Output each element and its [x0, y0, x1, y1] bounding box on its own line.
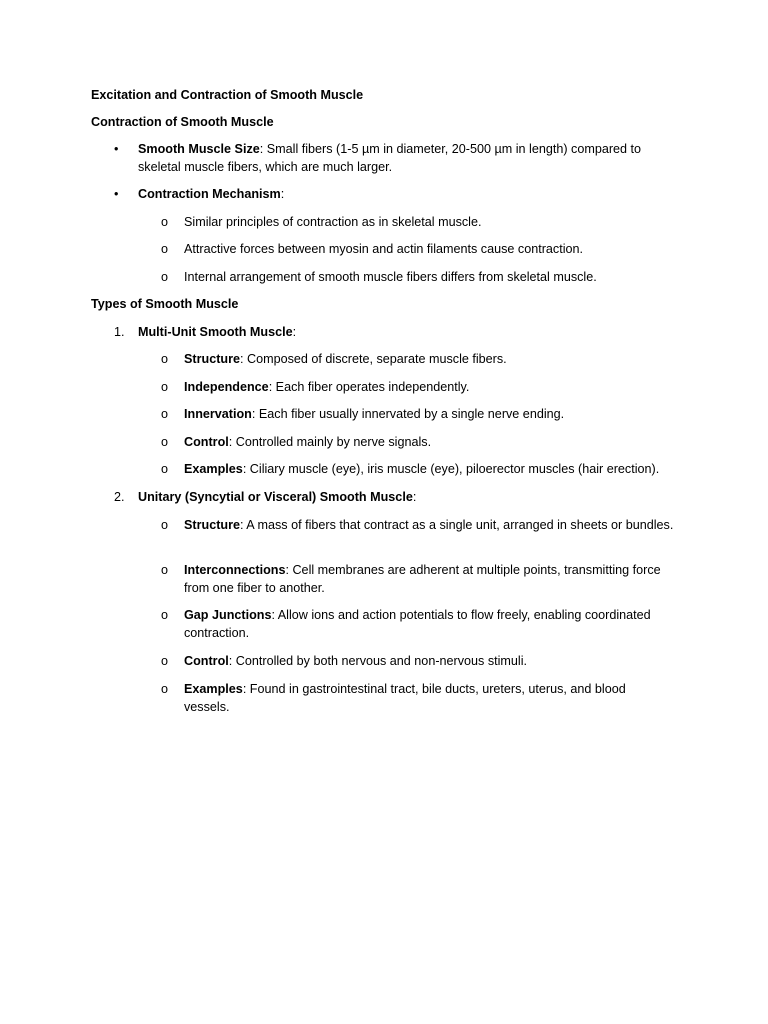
- sub-item-text: : Composed of discrete, separate muscle fibers.: [239, 352, 507, 366]
- list-item: [138, 140, 678, 176]
- sub-list-item: [184, 680, 674, 716]
- sub-item-text: : A mass of fibers that contract as a single unit, arranged in sheets or bundles.: [239, 518, 674, 532]
- sub-item-term: Structure: [184, 518, 240, 532]
- sub-list-item: [184, 350, 674, 368]
- sub-item-text: : Ciliary muscle (eye), iris muscle (eye), piloerector muscles (hair erection).: [242, 462, 660, 476]
- section-heading-contraction: Contraction of Smooth Muscle: [91, 115, 274, 129]
- sub-list-item: Attractive forces between myosin and actin filaments cause contraction.: [184, 242, 583, 256]
- sub-item-term: Examples: [184, 682, 243, 696]
- sub-bullet-marker: o: [161, 462, 169, 476]
- sub-item-text: : Each fiber operates independently.: [268, 380, 470, 394]
- sub-bullet-marker: o: [161, 563, 169, 577]
- list-item: [138, 185, 678, 203]
- item-text: :: [292, 325, 297, 339]
- sub-item-term: Interconnections: [184, 563, 286, 577]
- item-text: :: [412, 490, 417, 504]
- sub-item-term: Control: [184, 654, 229, 668]
- sub-list-item: Internal arrangement of smooth muscle fibers differs from skeletal muscle.: [184, 270, 597, 284]
- list-number: 2.: [114, 490, 125, 504]
- sub-list-item: [184, 652, 674, 670]
- sub-bullet-marker: o: [161, 608, 169, 622]
- sub-list-item: [184, 460, 674, 478]
- sub-bullet-marker: o: [161, 518, 169, 532]
- sub-list-item: [184, 433, 674, 451]
- bullet-marker: •: [114, 187, 119, 201]
- sub-list-item: [184, 561, 674, 597]
- list-item: [138, 323, 678, 341]
- item-term: Smooth Muscle Size: [138, 142, 260, 156]
- sub-item-term: Control: [184, 435, 229, 449]
- sub-list-item: Similar principles of contraction as in skeletal muscle.: [184, 215, 482, 229]
- item-text: : Small fibers (1-5 µm in diameter, 20-500 µm in length) compared to skeletal muscle fibers, which are much larger.: [138, 142, 642, 174]
- bullet-marker: •: [114, 142, 119, 156]
- list-item: [138, 488, 678, 506]
- section-heading-types: Types of Smooth Muscle: [91, 297, 239, 311]
- sub-bullet-marker: o: [161, 380, 169, 394]
- sub-list-item: [184, 378, 674, 396]
- sub-item-term: Innervation: [184, 407, 252, 421]
- sub-item-text: : Cell membranes are adherent at multiple points, transmitting force from one fiber to another.: [184, 563, 661, 595]
- sub-item-term: Examples: [184, 462, 243, 476]
- sub-bullet-marker: o: [161, 242, 169, 256]
- sub-bullet-marker: o: [161, 352, 169, 366]
- sub-item-term: Independence: [184, 380, 269, 394]
- sub-list-item: [184, 405, 674, 423]
- sub-item-text: : Controlled by both nervous and non-nervous stimuli.: [228, 654, 527, 668]
- list-number: 1.: [114, 325, 125, 339]
- document-title: Excitation and Contraction of Smooth Muscle: [91, 88, 364, 102]
- item-text: :: [280, 187, 285, 201]
- sub-bullet-marker: o: [161, 435, 169, 449]
- sub-item-text: : Each fiber usually innervated by a single nerve ending.: [251, 407, 565, 421]
- sub-item-text: : Controlled mainly by nerve signals.: [228, 435, 432, 449]
- sub-bullet-marker: o: [161, 270, 169, 284]
- sub-bullet-marker: o: [161, 407, 169, 421]
- item-term: Contraction Mechanism: [138, 187, 281, 201]
- sub-bullet-marker: o: [161, 215, 169, 229]
- sub-list-item: [184, 606, 674, 642]
- sub-item-text: : Allow ions and action potentials to flow freely, enabling coordinated contraction.: [184, 608, 651, 640]
- sub-list-item: [184, 516, 674, 534]
- sub-bullet-marker: o: [161, 654, 169, 668]
- sub-item-text: : Found in gastrointestinal tract, bile ducts, ureters, uterus, and blood vessels.: [184, 682, 626, 714]
- item-term: Unitary (Syncytial or Visceral) Smooth Muscle: [138, 490, 413, 504]
- sub-item-term: Structure: [184, 352, 240, 366]
- sub-item-term: Gap Junctions: [184, 608, 272, 622]
- item-term: Multi-Unit Smooth Muscle: [138, 325, 293, 339]
- sub-bullet-marker: o: [161, 682, 169, 696]
